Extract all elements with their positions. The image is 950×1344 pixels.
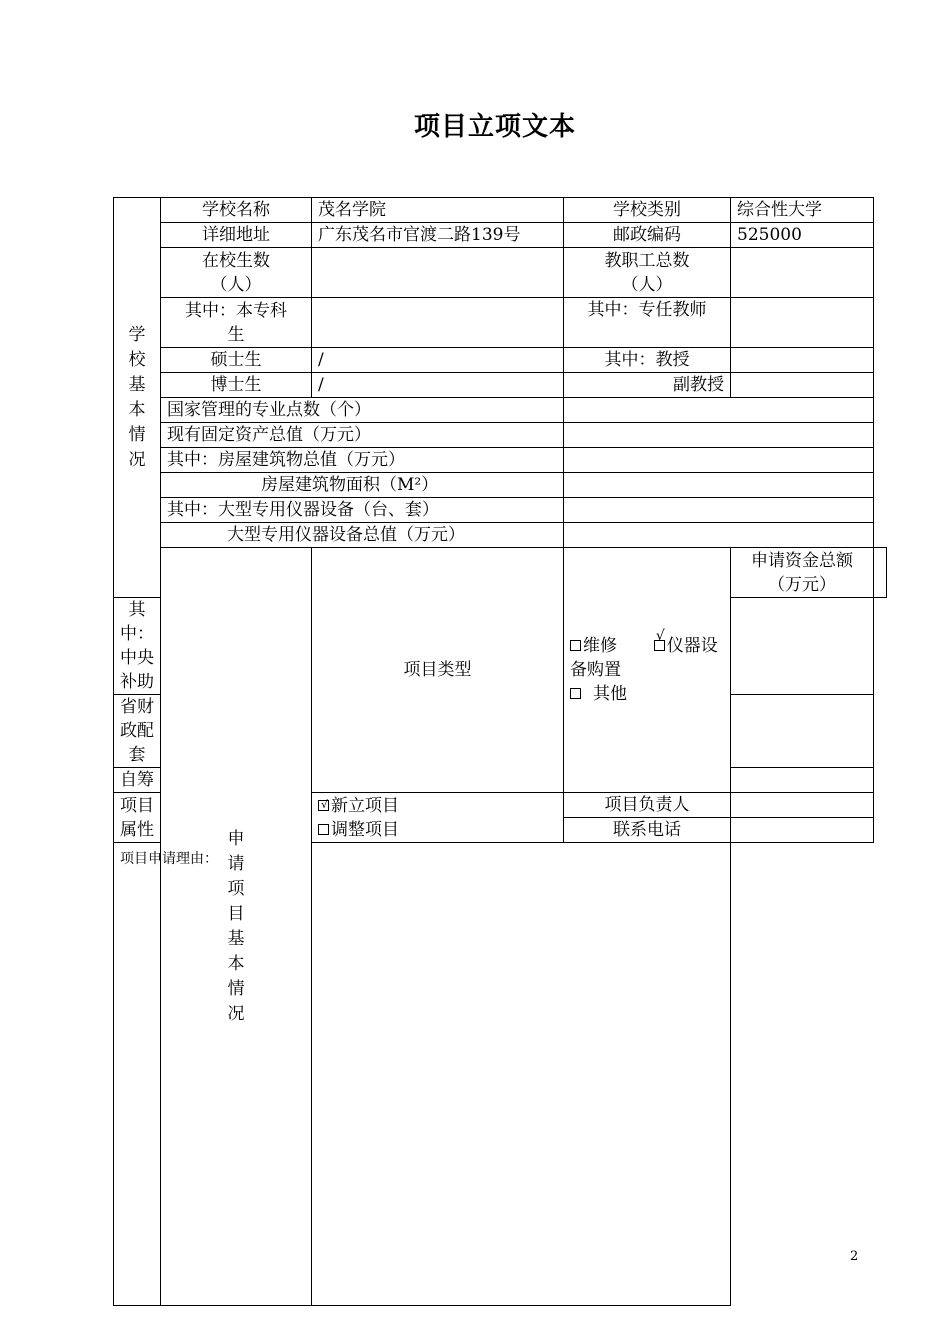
repair-option-label: 维修	[583, 636, 617, 656]
students-label: 在校生数 （人）	[161, 248, 312, 298]
large-equipment-row	[114, 498, 887, 523]
phd-value[interactable]: /	[312, 373, 564, 398]
other-option-label: 其他	[593, 684, 627, 704]
project-leader-value[interactable]	[731, 793, 874, 818]
fund-total-row	[114, 548, 887, 598]
project-attr-label: 项目属性	[114, 793, 161, 843]
phd-row	[114, 373, 887, 398]
fixed-assets-row	[114, 423, 887, 448]
page-number: 2	[850, 1249, 859, 1264]
master-value[interactable]: /	[312, 348, 564, 373]
central-fund-label: 其中：中央补助	[114, 598, 161, 695]
project-type-options	[564, 548, 731, 793]
provincial-fund-label: 省财政配套	[114, 695, 161, 768]
reason-label: 项目申请理由：	[120, 851, 218, 867]
staff-value[interactable]	[731, 248, 874, 298]
adjust-project-checkbox[interactable]	[318, 820, 331, 840]
equipment-purchase-checkbox[interactable]	[654, 628, 667, 656]
total-fund-value[interactable]	[874, 548, 887, 598]
phone-value[interactable]	[731, 818, 874, 843]
adjust-project-option-label: 调整项目	[331, 819, 399, 840]
master-row	[114, 348, 887, 373]
buildings-area-value[interactable]	[564, 473, 874, 498]
buildings-value-row	[114, 448, 887, 473]
school-basic-section-label: 学 校 基 本 情 况	[114, 198, 161, 598]
professor-label: 其中：教授	[564, 348, 731, 373]
project-type-label: 项目类型	[312, 548, 564, 793]
majors-label: 国家管理的专业点数（个）	[161, 398, 564, 423]
fulltime-teacher-label: 其中：专任教师	[564, 298, 731, 348]
self-fund-value[interactable]	[731, 768, 874, 793]
equipment-purchase-option-label: 仪器设备购置	[570, 636, 718, 680]
assoc-prof-value[interactable]	[731, 373, 874, 398]
postcode-value[interactable]: 525000	[731, 223, 874, 248]
undergrad-value[interactable]	[312, 298, 564, 348]
buildings-area-row	[114, 473, 887, 498]
fixed-assets-value[interactable]	[564, 423, 874, 448]
project-basic-section-label: 申 请 项 目 基 本 情 况	[161, 548, 312, 1306]
students-row	[114, 248, 887, 298]
majors-value[interactable]	[564, 398, 874, 423]
school-type-value[interactable]: 综合性大学	[731, 198, 874, 223]
repair-checkbox[interactable]	[570, 636, 583, 656]
fulltime-teacher-value[interactable]	[731, 298, 874, 348]
master-label: 硕士生	[161, 348, 312, 373]
fixed-assets-label: 现有固定资产总值（万元）	[161, 423, 564, 448]
central-fund-value[interactable]	[731, 598, 874, 695]
provincial-fund-value[interactable]	[731, 695, 874, 768]
students-value[interactable]	[312, 248, 564, 298]
other-checkbox[interactable]	[570, 684, 583, 704]
school-name-row	[114, 198, 887, 223]
project-attr-options	[312, 793, 564, 843]
address-row	[114, 223, 887, 248]
address-value[interactable]: 广东茂名市官渡二路139号	[312, 223, 564, 248]
checkmark-icon: √	[321, 797, 329, 811]
large-equipment-label: 其中：大型专用仪器设备（台、套）	[161, 498, 564, 523]
large-equipment-total-value[interactable]	[564, 523, 874, 548]
assoc-prof-label: 副教授	[564, 373, 731, 398]
new-project-option-label: 新立项目	[331, 795, 399, 816]
majors-row	[114, 398, 887, 423]
page-title: 项目立项文本	[413, 112, 576, 142]
buildings-area-label: 房屋建筑物面积（M²）	[161, 473, 564, 498]
school-name-label: 学校名称	[161, 198, 312, 223]
phd-label: 博士生	[161, 373, 312, 398]
total-fund-label: 申请资金总额 （万元）	[731, 548, 874, 598]
checkmark-icon: √	[655, 628, 665, 644]
self-fund-label: 自筹	[114, 768, 161, 793]
large-equipment-value[interactable]	[564, 498, 874, 523]
reason-field[interactable]	[114, 843, 731, 1306]
phone-label: 联系电话	[564, 818, 731, 843]
address-label: 详细地址	[161, 223, 312, 248]
buildings-value-label: 其中：房屋建筑物总值（万元）	[161, 448, 564, 473]
large-equipment-total-label: 大型专用仪器设备总值（万元）	[161, 523, 564, 548]
staff-label: 教职工总数 （人）	[564, 248, 731, 298]
school-type-label: 学校类别	[564, 198, 731, 223]
project-form-table	[113, 197, 887, 1306]
professor-value[interactable]	[731, 348, 874, 373]
buildings-value-value[interactable]	[564, 448, 874, 473]
undergrad-label: 其中：本专科 生	[161, 298, 312, 348]
project-leader-label: 项目负责人	[564, 793, 731, 818]
undergrad-row	[114, 298, 887, 348]
postcode-label: 邮政编码	[564, 223, 731, 248]
new-project-checkbox[interactable]	[318, 796, 331, 816]
large-equipment-total-row	[114, 523, 887, 548]
school-name-value[interactable]: 茂名学院	[312, 198, 564, 223]
